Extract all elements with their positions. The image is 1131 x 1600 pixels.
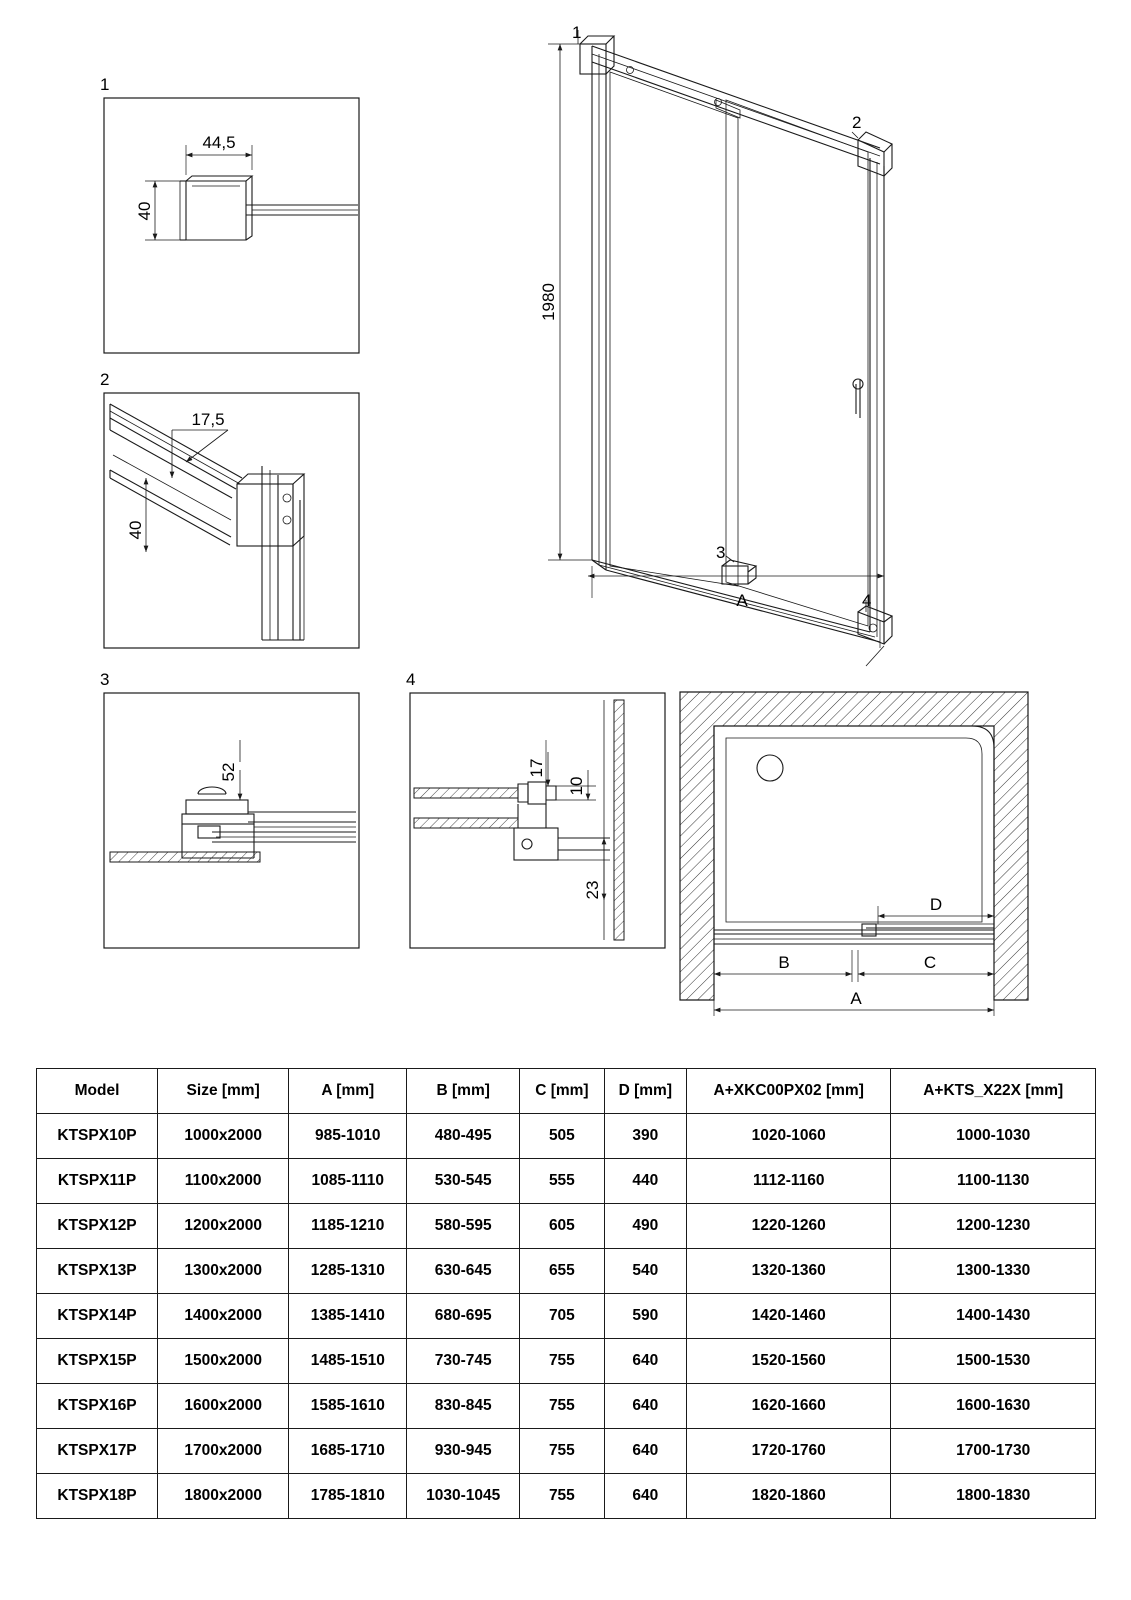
col-header-size: Size [mm] bbox=[158, 1069, 289, 1114]
table-row bbox=[37, 1159, 1096, 1204]
cell-size: 1300x2000 bbox=[158, 1249, 289, 1294]
plan-view-geometry bbox=[680, 692, 1028, 1000]
cell-a-kts: 1000-1030 bbox=[891, 1114, 1096, 1159]
cell-a-xkc: 1420-1460 bbox=[686, 1294, 890, 1339]
detail-4-top-value: 17 bbox=[527, 758, 546, 778]
detail-3-geometry bbox=[110, 787, 356, 862]
cell-d: 440 bbox=[604, 1159, 686, 1204]
main-width-label: A bbox=[736, 591, 748, 610]
plan-dim-a bbox=[714, 982, 994, 1016]
cell-d: 390 bbox=[604, 1114, 686, 1159]
cell-a-kts: 1800-1830 bbox=[891, 1474, 1096, 1519]
cell-size: 1700x2000 bbox=[158, 1429, 289, 1474]
cell-d: 490 bbox=[604, 1204, 686, 1249]
plan-dim-d bbox=[878, 895, 994, 924]
detail-3-height-value: 52 bbox=[219, 762, 238, 782]
main-callout-1: 1 bbox=[572, 23, 582, 42]
col-header-model: Model bbox=[37, 1069, 158, 1114]
table-row bbox=[37, 1114, 1096, 1159]
cell-model: KTSPX17P bbox=[37, 1429, 158, 1474]
plan-dim-c bbox=[858, 950, 994, 982]
cell-a-xkc: 1112-1160 bbox=[686, 1159, 890, 1204]
spec-table bbox=[36, 1068, 1096, 1519]
detail-1-dim-width bbox=[186, 133, 252, 175]
cell-a: 1785-1810 bbox=[289, 1474, 407, 1519]
cell-b: 930-945 bbox=[407, 1429, 520, 1474]
cell-a: 1585-1610 bbox=[289, 1384, 407, 1429]
table-row bbox=[37, 1339, 1096, 1384]
detail-4-geometry bbox=[414, 700, 624, 940]
table-row bbox=[37, 1474, 1096, 1519]
detail-2-height-value: 40 bbox=[126, 520, 145, 540]
cell-c: 705 bbox=[520, 1294, 604, 1339]
cell-a: 1285-1310 bbox=[289, 1249, 407, 1294]
cell-a-xkc: 1820-1860 bbox=[686, 1474, 890, 1519]
cell-d: 590 bbox=[604, 1294, 686, 1339]
cell-size: 1600x2000 bbox=[158, 1384, 289, 1429]
cell-a: 1085-1110 bbox=[289, 1159, 407, 1204]
detail-4-mid-value: 10 bbox=[567, 776, 586, 796]
cell-d: 540 bbox=[604, 1249, 686, 1294]
cell-d: 640 bbox=[604, 1474, 686, 1519]
plan-label-c: C bbox=[923, 953, 937, 972]
cell-a-kts: 1300-1330 bbox=[891, 1249, 1096, 1294]
main-elevation-geometry bbox=[578, 30, 892, 666]
detail-3-number: 3 bbox=[100, 670, 110, 689]
table-row bbox=[37, 1429, 1096, 1474]
cell-a-xkc: 1320-1360 bbox=[686, 1249, 890, 1294]
cell-a: 1385-1410 bbox=[289, 1294, 407, 1339]
cell-c: 755 bbox=[520, 1339, 604, 1384]
detail-1-height-value: 40 bbox=[135, 201, 154, 221]
detail-2-number: 2 bbox=[100, 370, 110, 389]
cell-size: 1200x2000 bbox=[158, 1204, 289, 1249]
main-callout-2: 2 bbox=[852, 113, 862, 132]
cell-a-xkc: 1620-1660 bbox=[686, 1384, 890, 1429]
main-dim-height bbox=[539, 44, 592, 560]
cell-a-xkc: 1520-1560 bbox=[686, 1339, 890, 1384]
cell-a-kts: 1600-1630 bbox=[891, 1384, 1096, 1429]
cell-size: 1500x2000 bbox=[158, 1339, 289, 1384]
detail-3-dim-height bbox=[219, 740, 240, 800]
main-callout-3: 3 bbox=[716, 543, 726, 562]
table-body bbox=[37, 1114, 1096, 1519]
cell-a: 1185-1210 bbox=[289, 1204, 407, 1249]
cell-a-kts: 1400-1430 bbox=[891, 1294, 1096, 1339]
col-header-d: D [mm] bbox=[604, 1069, 686, 1114]
main-callout-4: 4 bbox=[862, 591, 872, 610]
cell-c: 755 bbox=[520, 1474, 604, 1519]
cell-b: 730-745 bbox=[407, 1339, 520, 1384]
cell-b: 530-545 bbox=[407, 1159, 520, 1204]
cell-a: 1485-1510 bbox=[289, 1339, 407, 1384]
plan-label-a: A bbox=[850, 989, 862, 1008]
main-height-value: 1980 bbox=[539, 283, 558, 321]
cell-d: 640 bbox=[604, 1339, 686, 1384]
cell-a: 985-1010 bbox=[289, 1114, 407, 1159]
cell-b: 1030-1045 bbox=[407, 1474, 520, 1519]
cell-a-xkc: 1020-1060 bbox=[686, 1114, 890, 1159]
detail-1-geometry bbox=[180, 176, 358, 240]
cell-c: 605 bbox=[520, 1204, 604, 1249]
main-dim-width bbox=[588, 566, 884, 648]
cell-b: 830-845 bbox=[407, 1384, 520, 1429]
cell-size: 1000x2000 bbox=[158, 1114, 289, 1159]
col-header-c: C [mm] bbox=[520, 1069, 604, 1114]
cell-a-kts: 1200-1230 bbox=[891, 1204, 1096, 1249]
table-row bbox=[37, 1249, 1096, 1294]
cell-a: 1685-1710 bbox=[289, 1429, 407, 1474]
cell-a-kts: 1100-1130 bbox=[891, 1159, 1096, 1204]
detail-4-number: 4 bbox=[406, 670, 416, 689]
cell-model: KTSPX13P bbox=[37, 1249, 158, 1294]
cell-size: 1800x2000 bbox=[158, 1474, 289, 1519]
detail-1-dim-height bbox=[135, 181, 180, 240]
cell-model: KTSPX12P bbox=[37, 1204, 158, 1249]
table-row bbox=[37, 1204, 1096, 1249]
col-header-a-xkc: A+XKC00PX02 [mm] bbox=[686, 1069, 890, 1114]
cell-d: 640 bbox=[604, 1429, 686, 1474]
detail-4-dims bbox=[527, 740, 610, 900]
detail-1-width-value: 44,5 bbox=[202, 133, 236, 152]
cell-c: 555 bbox=[520, 1159, 604, 1204]
cell-d: 640 bbox=[604, 1384, 686, 1429]
col-header-a-kts: A+KTS_X22X [mm] bbox=[891, 1069, 1096, 1114]
table-row bbox=[37, 1294, 1096, 1339]
plan-label-d: D bbox=[929, 895, 943, 914]
detail-2-frame bbox=[104, 393, 359, 648]
cell-b: 580-595 bbox=[407, 1204, 520, 1249]
detail-3-frame bbox=[104, 693, 359, 948]
cell-model: KTSPX15P bbox=[37, 1339, 158, 1384]
cell-model: KTSPX10P bbox=[37, 1114, 158, 1159]
col-header-a: A [mm] bbox=[289, 1069, 407, 1114]
cell-b: 480-495 bbox=[407, 1114, 520, 1159]
cell-b: 680-695 bbox=[407, 1294, 520, 1339]
cell-a-kts: 1700-1730 bbox=[891, 1429, 1096, 1474]
cell-a-kts: 1500-1530 bbox=[891, 1339, 1096, 1384]
col-header-b: B [mm] bbox=[407, 1069, 520, 1114]
plan-dim-b bbox=[714, 950, 852, 982]
plan-label-b: B bbox=[778, 953, 790, 972]
table-header-row bbox=[37, 1069, 1096, 1114]
cell-a-xkc: 1220-1260 bbox=[686, 1204, 890, 1249]
spec-table-wrapper bbox=[36, 1068, 1096, 1519]
cell-size: 1400x2000 bbox=[158, 1294, 289, 1339]
cell-size: 1100x2000 bbox=[158, 1159, 289, 1204]
cell-c: 755 bbox=[520, 1384, 604, 1429]
detail-4-bottom-value: 23 bbox=[583, 880, 602, 900]
cell-a-xkc: 1720-1760 bbox=[686, 1429, 890, 1474]
cell-model: KTSPX18P bbox=[37, 1474, 158, 1519]
cell-model: KTSPX16P bbox=[37, 1384, 158, 1429]
cell-model: KTSPX11P bbox=[37, 1159, 158, 1204]
cell-c: 655 bbox=[520, 1249, 604, 1294]
cell-model: KTSPX14P bbox=[37, 1294, 158, 1339]
cell-c: 505 bbox=[520, 1114, 604, 1159]
detail-1-number: 1 bbox=[100, 75, 110, 94]
detail-2-offset-value: 17,5 bbox=[191, 410, 225, 429]
cell-b: 630-645 bbox=[407, 1249, 520, 1294]
table-row bbox=[37, 1384, 1096, 1429]
cell-c: 755 bbox=[520, 1429, 604, 1474]
